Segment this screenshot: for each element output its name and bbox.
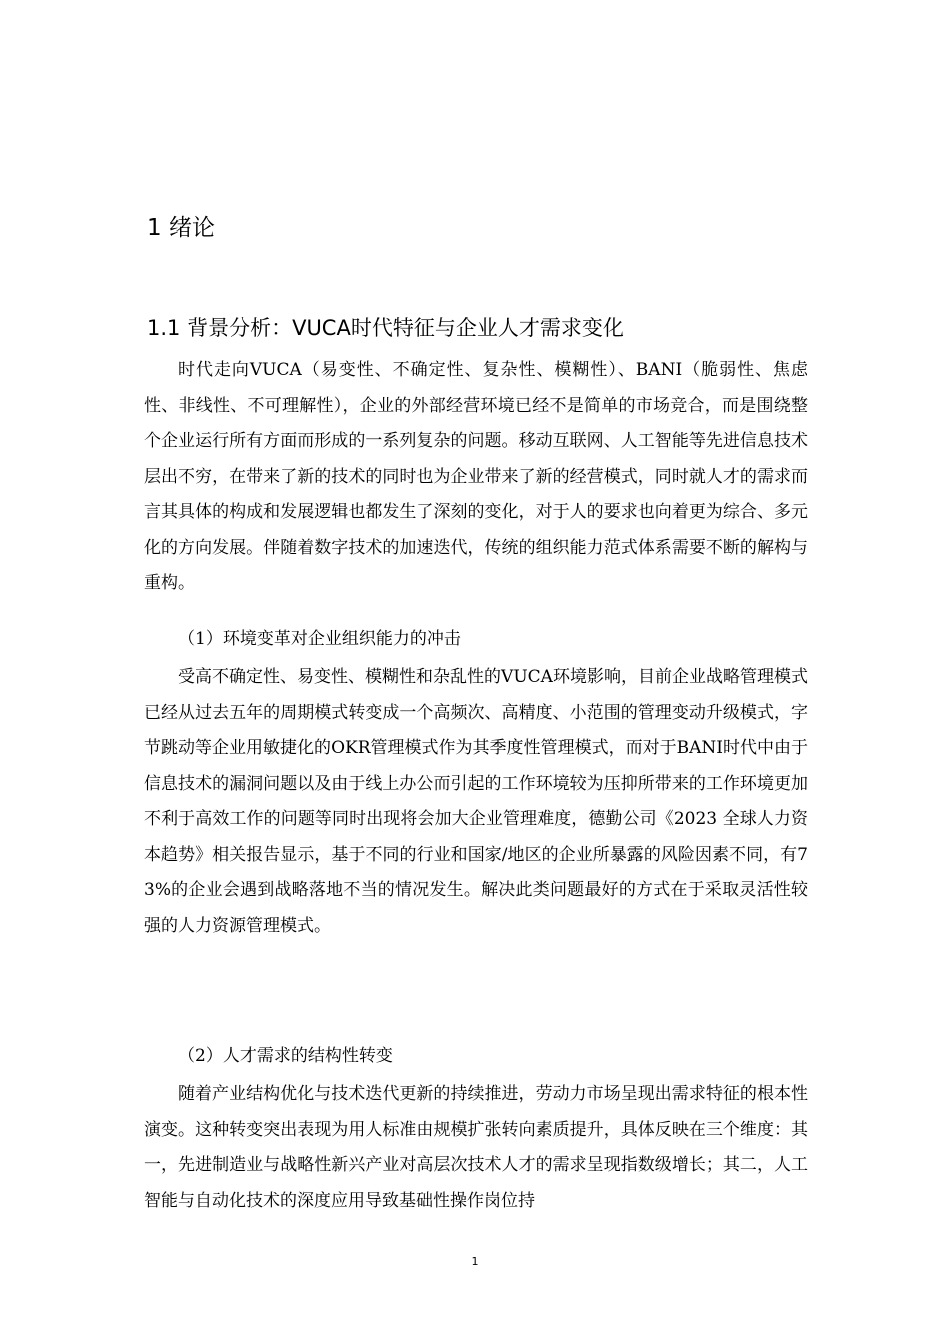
subheading-talent-demand: （2）人才需求的结构性转变 xyxy=(178,1046,393,1066)
talent-paragraph: 随着产业结构优化与技术迭代更新的持续推进，劳动力市场呈现出需求特征的根本性演变。这种转变突出表现为用人标准由规模扩张转向素质提升，具体反映在三个维度：其一，先进制造业与战略性新兴产业对高层次技术人才的需求呈现指数级增长；其二，人工智能与自动化技术的深度应用导致基础性操作岗位持 xyxy=(144,1084,808,1211)
section-title: 1.1 背景分析：VUCA时代特征与企业人才需求变化 xyxy=(147,316,624,340)
subheading-environment-impact: （1）环境变革对企业组织能力的冲击 xyxy=(178,629,461,649)
page-number: 1 xyxy=(471,1255,479,1268)
intro-paragraph: 时代走向VUCA（易变性、不确定性、复杂性、模糊性）、BANI（脆弱性、焦虑性、非线性、不可理解性），企业的外部经营环境已经不是简单的市场竞合，而是围绕整个企业运行所有方面而形成的一系列复杂的问题。移动互联网、人工智能等先进信息技术层出不穷，在带来了新的技术的同时也为企业带来了新的经营模式，同时就人才的需求而言其具体的构成和发展逻辑也都发生了深刻的变化，对于人的要求也向着更为综合、多元化的方向发展。伴随着数字技术的加速迭代，传统的组织能力范式体系需要不断的解构与重构。 xyxy=(144,360,808,593)
chapter-title: 1 绪论 xyxy=(147,215,215,241)
impact-paragraph: 受高不确定性、易变性、模糊性和杂乱性的VUCA环境影响，目前企业战略管理模式已经从过去五年的周期模式转变成一个高频次、高精度、小范围的管理变动升级模式，字节跳动等企业用敏捷化的OKR管理模式作为其季度性管理模式，而对于BANI时代中由于信息技术的漏洞问题以及由于线上办公而引起的工作环境较为压抑所带来的工作环境更加不利于高效工作的问题等同时出现将会加大企业管理难度，德勤公司《2023 全球人力资本趋势》相关报告显示，基于不同的行业和国家/地区的企业所暴露的风险因素不同，有73%的企业会遇到战略落地不当的情况发生。解决此类问题最好的方式在于采取灵活性较强的人力资源管理模式。 xyxy=(144,667,808,936)
